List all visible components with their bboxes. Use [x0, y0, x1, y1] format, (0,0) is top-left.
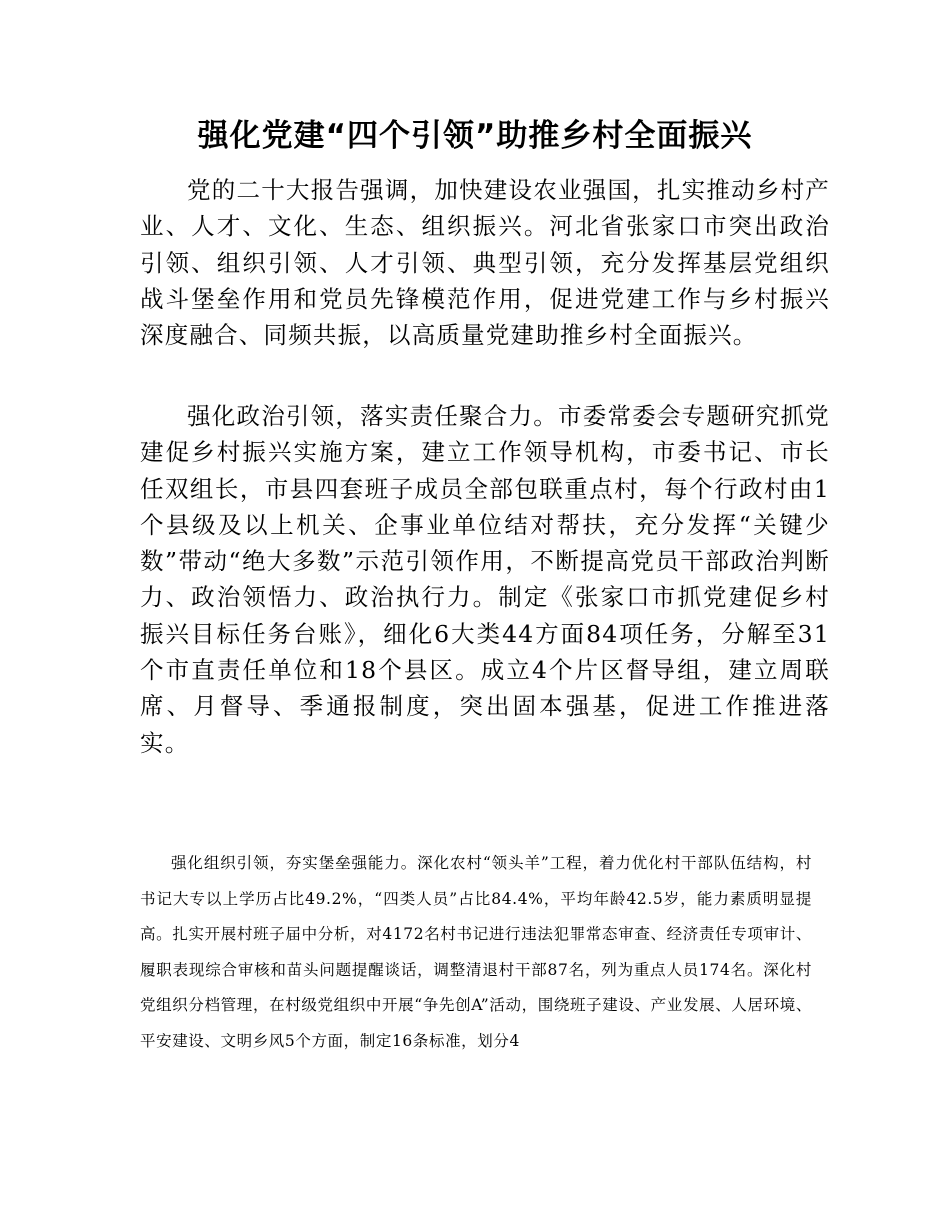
document-title: 强化党建“四个引领”助推乡村全面振兴: [197, 118, 753, 154]
intro-paragraph: 党的二十大报告强调，加快建设农业强国，扎实推动乡村产业、人才、文化、生态、组织振兴。河北省张家口市突出政治引领、组织引领、人才引领、典型引领，充分发挥基层党组织战斗堡垒作用和党员先锋模范作用，促进党建工作与乡村振兴深度融合、同频共振，以高质量党建助推乡村全面振兴。: [140, 176, 830, 350]
organizational-leadership-paragraph: 强化组织引领，夯实堡垒强能力。深化农村“领头羊”工程，着力优化村干部队伍结构，村书记大专以上学历占比49.2%，“四类人员”占比84.4%，平均年龄42.5岁，能力素质明显提高。扎实开展村班子届中分析，对4172名村书记进行违法犯罪常态审查、经济责任专项审计、履职表现综合审核和苗头问题提醒谈话，调整清退村干部87名，列为重点人员174名。深化村党组织分档管理，在村级党组织中开展“争先创A”活动，围绕班子建设、产业发展、人居环境、平安建设、文明乡风5个方面，制定16条标准，划分4: [140, 854, 812, 1050]
political-leadership-paragraph: 强化政治引领，落实责任聚合力。市委常委会专题研究抓党建促乡村振兴实施方案，建立工作领导机构，市委书记、市长任双组长，市县四套班子成员全部包联重点村，每个行政村由1个县级及以上机关、企事业单位结对帮扶，充分发挥“关键少数”带动“绝大多数”示范引领作用，不断提高党员干部政治判断力、政治领悟力、政治执行力。制定《张家口市抓党建促乡村振兴目标任务台账》，细化6大类44方面84项任务，分解至31个市直责任单位和18个县区。成立4个片区督导组，建立周联席、月督导、季通报制度，突出固本强基，促进工作推进落实。: [140, 402, 830, 757]
